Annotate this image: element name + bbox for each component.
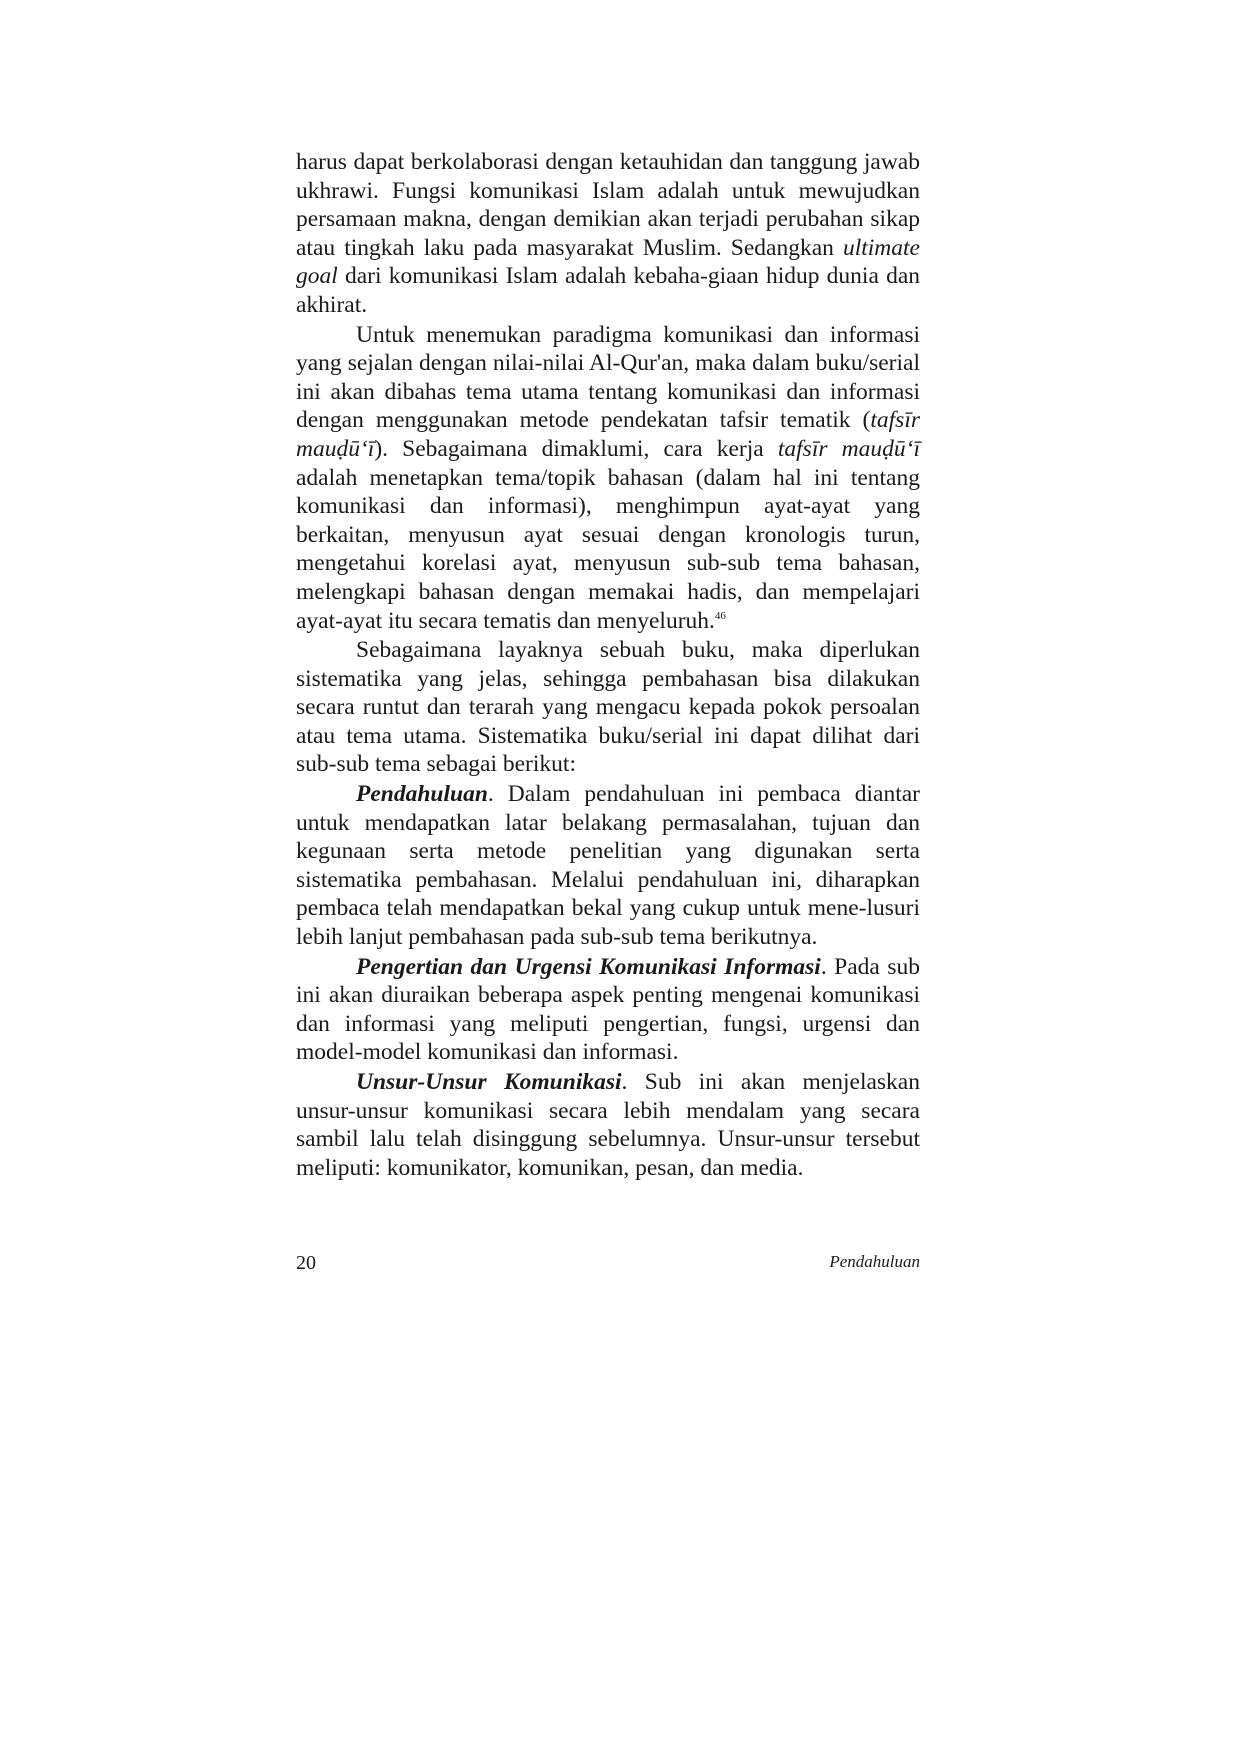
running-head: Pendahuluan [829, 1252, 920, 1271]
italic-term: tafsīr mauḍū‘ī [777, 435, 920, 462]
section-heading: Unsur-Unsur Komunikasi [356, 1069, 622, 1095]
footnote-ref: 46 [714, 609, 726, 622]
text-run: . Pada sub ini akan diuraikan beberapa aspek penting mengenai komunikasi dan informasi yang meliputi pengertian, fungsi, urgensi dan model-model komunikasi dan informasi. [296, 953, 920, 1066]
text-run: harus dapat berkolaborasi dengan ketauhidan dan tanggung jawab ukhrawi. Fungsi komunikasi Islam adalah untuk mewujudkan persamaan makna, dengan demikian akan terjadi perubahan sikap atau tingkah laku pada masyarakat Muslim. Sedangkan [296, 149, 920, 261]
paragraph [296, 780, 920, 952]
italic-term: ultimate goal [296, 234, 920, 290]
section-heading: Pengertian dan Urgensi Komunikasi Informasi [356, 953, 821, 980]
italic-term: tafsīr mauḍū‘ī [296, 407, 920, 462]
paragraph [296, 1068, 920, 1182]
body-text [296, 148, 920, 1183]
text-run: . Dalam pendahuluan ini pembaca diantar untuk mendapatkan latar belakang permasalahan, tujuan dan kegunaan serta metode penelitian yang digunakan serta sistematika pembahasan. Melalui pendahuluan ini, diharapkan pembaca telah mendapatkan bekal yang cukup untuk mene-lusuri lebih lanjut pembahasan pada sub-sub tema berikutnya. [296, 781, 920, 951]
text-run: Sebagaimana layaknya sebuah buku, maka diperlukan sistematika yang jelas, sehingga pembahasan bisa dilakukan secara runtut dan terarah yang mengacu kepada pokok persoalan atau tema utama. Sistematika buku/serial ini dapat dilihat dari sub-sub tema sebagai berikut: [296, 637, 920, 778]
text-run: dari komunikasi Islam adalah kebaha-giaan hidup dunia dan akhirat. [296, 263, 920, 318]
paragraph [296, 636, 920, 779]
text-run: ). Sebagaimana dimaklumi, cara kerja [374, 435, 778, 462]
paragraph [296, 148, 920, 320]
page-number: 20 [296, 1252, 316, 1274]
section-heading: Pendahuluan [356, 781, 488, 808]
text-run: Untuk menemukan paradigma komunikasi dan informasi yang sejalan dengan nilai-nilai Al-Qur'an, maka dalam buku/serial ini akan dibahas tema utama tentang komunikasi dan informasi dengan menggunakan metode pendekatan tafsir tematik ( [296, 321, 920, 434]
text-run: . Sub ini akan menjelaskan unsur-unsur komunikasi secara lebih mendalam yang secara sambil lalu telah disinggung sebelumnya. Unsur-unsur tersebut meliputi: komunikator, komunikan, pesan, dan media. [296, 1069, 920, 1181]
paragraph [296, 953, 920, 1067]
paragraph [296, 321, 920, 636]
text-run: adalah menetapkan tema/topik bahasan (dalam hal ini tentang komunikasi dan informasi), menghimpun ayat-ayat yang berkaitan, menyusun ayat sesuai dengan kronologis turun, mengetahui korelasi ayat, menyusun sub-sub tema bahasan, melengkapi bahasan dengan memakai hadis, dan mempelajari ayat-ayat itu secara tematis dan menyeluruh. [296, 464, 920, 634]
